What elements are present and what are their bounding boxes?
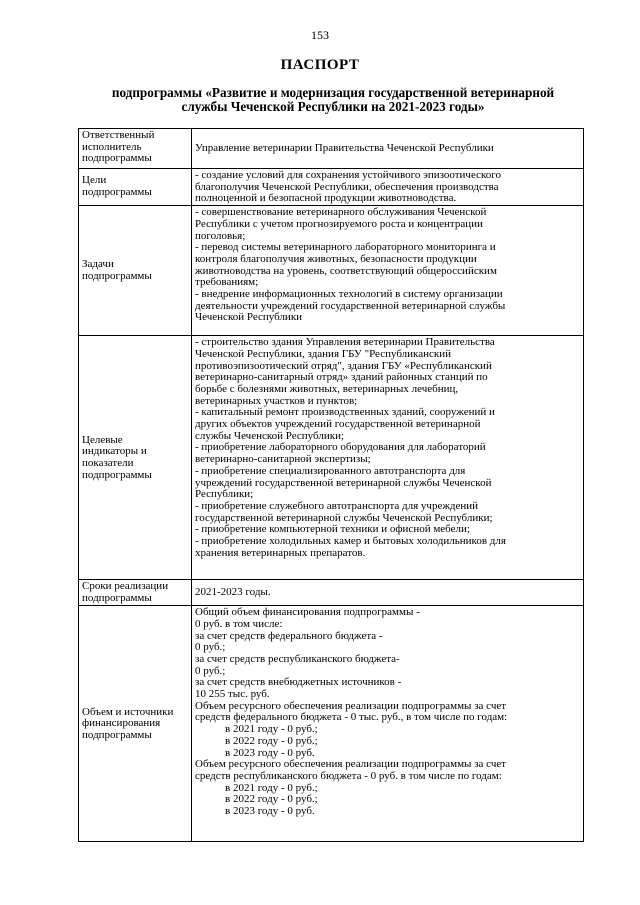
- value-line: Республики с учетом прогнозируемого роста и концентрации: [195, 217, 483, 230]
- passport-table: [78, 128, 584, 842]
- table-row-responsible: [79, 129, 584, 169]
- value-line: в 2021 году - 0 руб.;: [225, 723, 318, 736]
- value-line: - приобретение холодильных камер и бытовых холодильников для: [195, 535, 506, 548]
- label-line: подпрограммы: [82, 185, 152, 198]
- value-line: 0 руб. в том числе:: [195, 617, 283, 630]
- label-line: индикаторы и: [82, 445, 147, 458]
- value-line: контроля благополучия животных, безопасности продукции: [195, 252, 477, 265]
- label-line: Ответственный: [82, 129, 155, 141]
- row-label: [79, 580, 192, 606]
- label-line: подпрограммы: [82, 591, 152, 604]
- value-line: других объектов учреждений государственной ветеринарной: [195, 418, 481, 431]
- table-row-timeframe: [79, 580, 584, 606]
- value-line: ветеринарно-санитарной экспертизы;: [195, 453, 371, 466]
- value-line: животноводства на уровень, соответствующий общероссийским: [195, 264, 497, 277]
- row-value: [192, 129, 584, 169]
- value-line: противоэпизоотический отряд", здания ГБУ «Республиканский: [195, 359, 492, 372]
- value-line: Республики;: [195, 488, 254, 501]
- row-value: [192, 206, 584, 336]
- row-label: [79, 169, 192, 206]
- row-value: [192, 169, 584, 206]
- value-line: учреждений государственной ветеринарной службы Чеченской: [195, 476, 492, 489]
- value-line: в 2023 году - 0 руб.: [225, 746, 315, 759]
- value-line: Объем ресурсного обеспечения реализации подпрограммы за счет: [195, 758, 507, 771]
- value-line: средств федерального бюджета - 0 тыс. руб., в том числе по годам:: [195, 711, 508, 724]
- label-line: подпрограммы: [82, 270, 152, 283]
- value-line: Объем ресурсного обеспечения реализации подпрограммы за счет: [195, 699, 507, 712]
- value-line: хранения ветеринарных препаратов.: [195, 546, 366, 559]
- document-title: ПАСПОРТ: [280, 57, 360, 73]
- table-row-tasks: [79, 206, 584, 336]
- value-line: в 2022 году - 0 руб.;: [225, 793, 318, 806]
- value-line: Управление ветеринарии Правительства Чеченской Республики: [195, 142, 494, 155]
- value-line: 0 руб.;: [195, 664, 226, 677]
- value-line: Чеченской Республики, здания ГБУ "Республиканский: [195, 347, 451, 360]
- value-line: в 2022 году - 0 руб.;: [225, 734, 318, 747]
- value-line: благополучия Чеченской Республики, обеспечения производства: [195, 180, 499, 193]
- value-line: ветеринарно-санитарный отряд» зданий районных станций по: [195, 371, 488, 384]
- row-label: [79, 129, 192, 169]
- value-line: - создание условий для сохранения устойчивого эпизоотического: [195, 169, 502, 181]
- value-line: 2021-2023 годы.: [195, 586, 271, 599]
- value-line: 10 255 тыс. руб.: [195, 688, 270, 701]
- value-line: - строительство здания Управления ветеринарии Правительства: [195, 336, 495, 349]
- value-line: - приобретение специализированного автотранспорта для: [195, 464, 466, 477]
- value-line: ветеринарных участков и пунктов;: [195, 394, 358, 407]
- value-line: за счет средств республиканского бюджета-: [195, 652, 400, 665]
- row-label: [79, 206, 192, 336]
- table-row-goals: [79, 169, 584, 206]
- value-line: за счет средств федерального бюджета -: [195, 629, 383, 642]
- table-row-financing: [79, 606, 584, 842]
- label-line: финансирования: [82, 717, 161, 730]
- value-line: службы Чеченской Республики;: [195, 429, 345, 442]
- row-value: [192, 336, 584, 580]
- value-line: - перевод системы ветеринарного лабораторного мониторинга и: [195, 241, 496, 254]
- row-value: [192, 606, 584, 842]
- value-line: полноценной и безопасной продукции животноводства.: [195, 192, 457, 205]
- label-line: подпрограммы: [82, 468, 152, 481]
- row-label: [79, 606, 192, 842]
- value-line: - приобретение служебного автотранспорта для учреждений: [195, 499, 479, 512]
- value-line: средств республиканского бюджета - 0 руб. в том числе по годам:: [195, 769, 502, 782]
- label-line: подпрограммы: [82, 152, 152, 165]
- value-line: - приобретение компьютерной техники и офисной мебели;: [195, 523, 470, 536]
- row-label: [79, 336, 192, 580]
- label-line: Целевые: [82, 433, 123, 446]
- subtitle-line: службы Чеченской Республики на 2021-2023 годы»: [181, 99, 485, 114]
- value-line: поголовья;: [195, 229, 246, 242]
- value-line: Общий объем финансирования подпрограммы -: [195, 606, 420, 619]
- value-line: государственной ветеринарной службы Чеченской Республики;: [195, 511, 493, 524]
- value-line: Чеченской Республики: [195, 311, 303, 324]
- value-line: - приобретение лабораторного оборудования для лабораторий: [195, 441, 486, 454]
- label-line: подпрограммы: [82, 728, 152, 741]
- value-line: - капитальный ремонт производственных зданий, сооружений и: [195, 406, 495, 419]
- label-line: Цели: [82, 174, 107, 186]
- value-line: требованиям;: [195, 276, 259, 289]
- value-line: - совершенствование ветеринарного обслуживания Чеченской: [195, 206, 487, 219]
- value-line: за счет средств внебюджетных источников -: [195, 676, 402, 689]
- table-row-indicators: [79, 336, 584, 580]
- label-line: Задачи: [82, 258, 114, 271]
- value-line: в 2021 году - 0 руб.;: [225, 781, 318, 794]
- value-line: борьбе с болезнями животных, ветеринарных лечебниц,: [195, 382, 459, 395]
- value-line: деятельности учреждений государственной ветеринарной службы: [195, 299, 506, 312]
- label-line: показатели: [82, 457, 134, 470]
- label-line: исполнитель: [82, 140, 142, 153]
- row-value: [192, 580, 584, 606]
- label-line: Сроки реализации: [82, 580, 169, 593]
- value-line: в 2023 году - 0 руб.: [225, 805, 315, 818]
- value-line: 0 руб.;: [195, 641, 226, 654]
- page-number: 153: [311, 28, 329, 42]
- label-line: Объем и источники: [82, 705, 174, 718]
- value-line: - внедрение информационных технологий в систему организации: [195, 288, 503, 301]
- document-subtitle: [70, 86, 596, 114]
- subtitle-line: подпрограммы «Развитие и модернизация государственной ветеринарной: [111, 85, 555, 100]
